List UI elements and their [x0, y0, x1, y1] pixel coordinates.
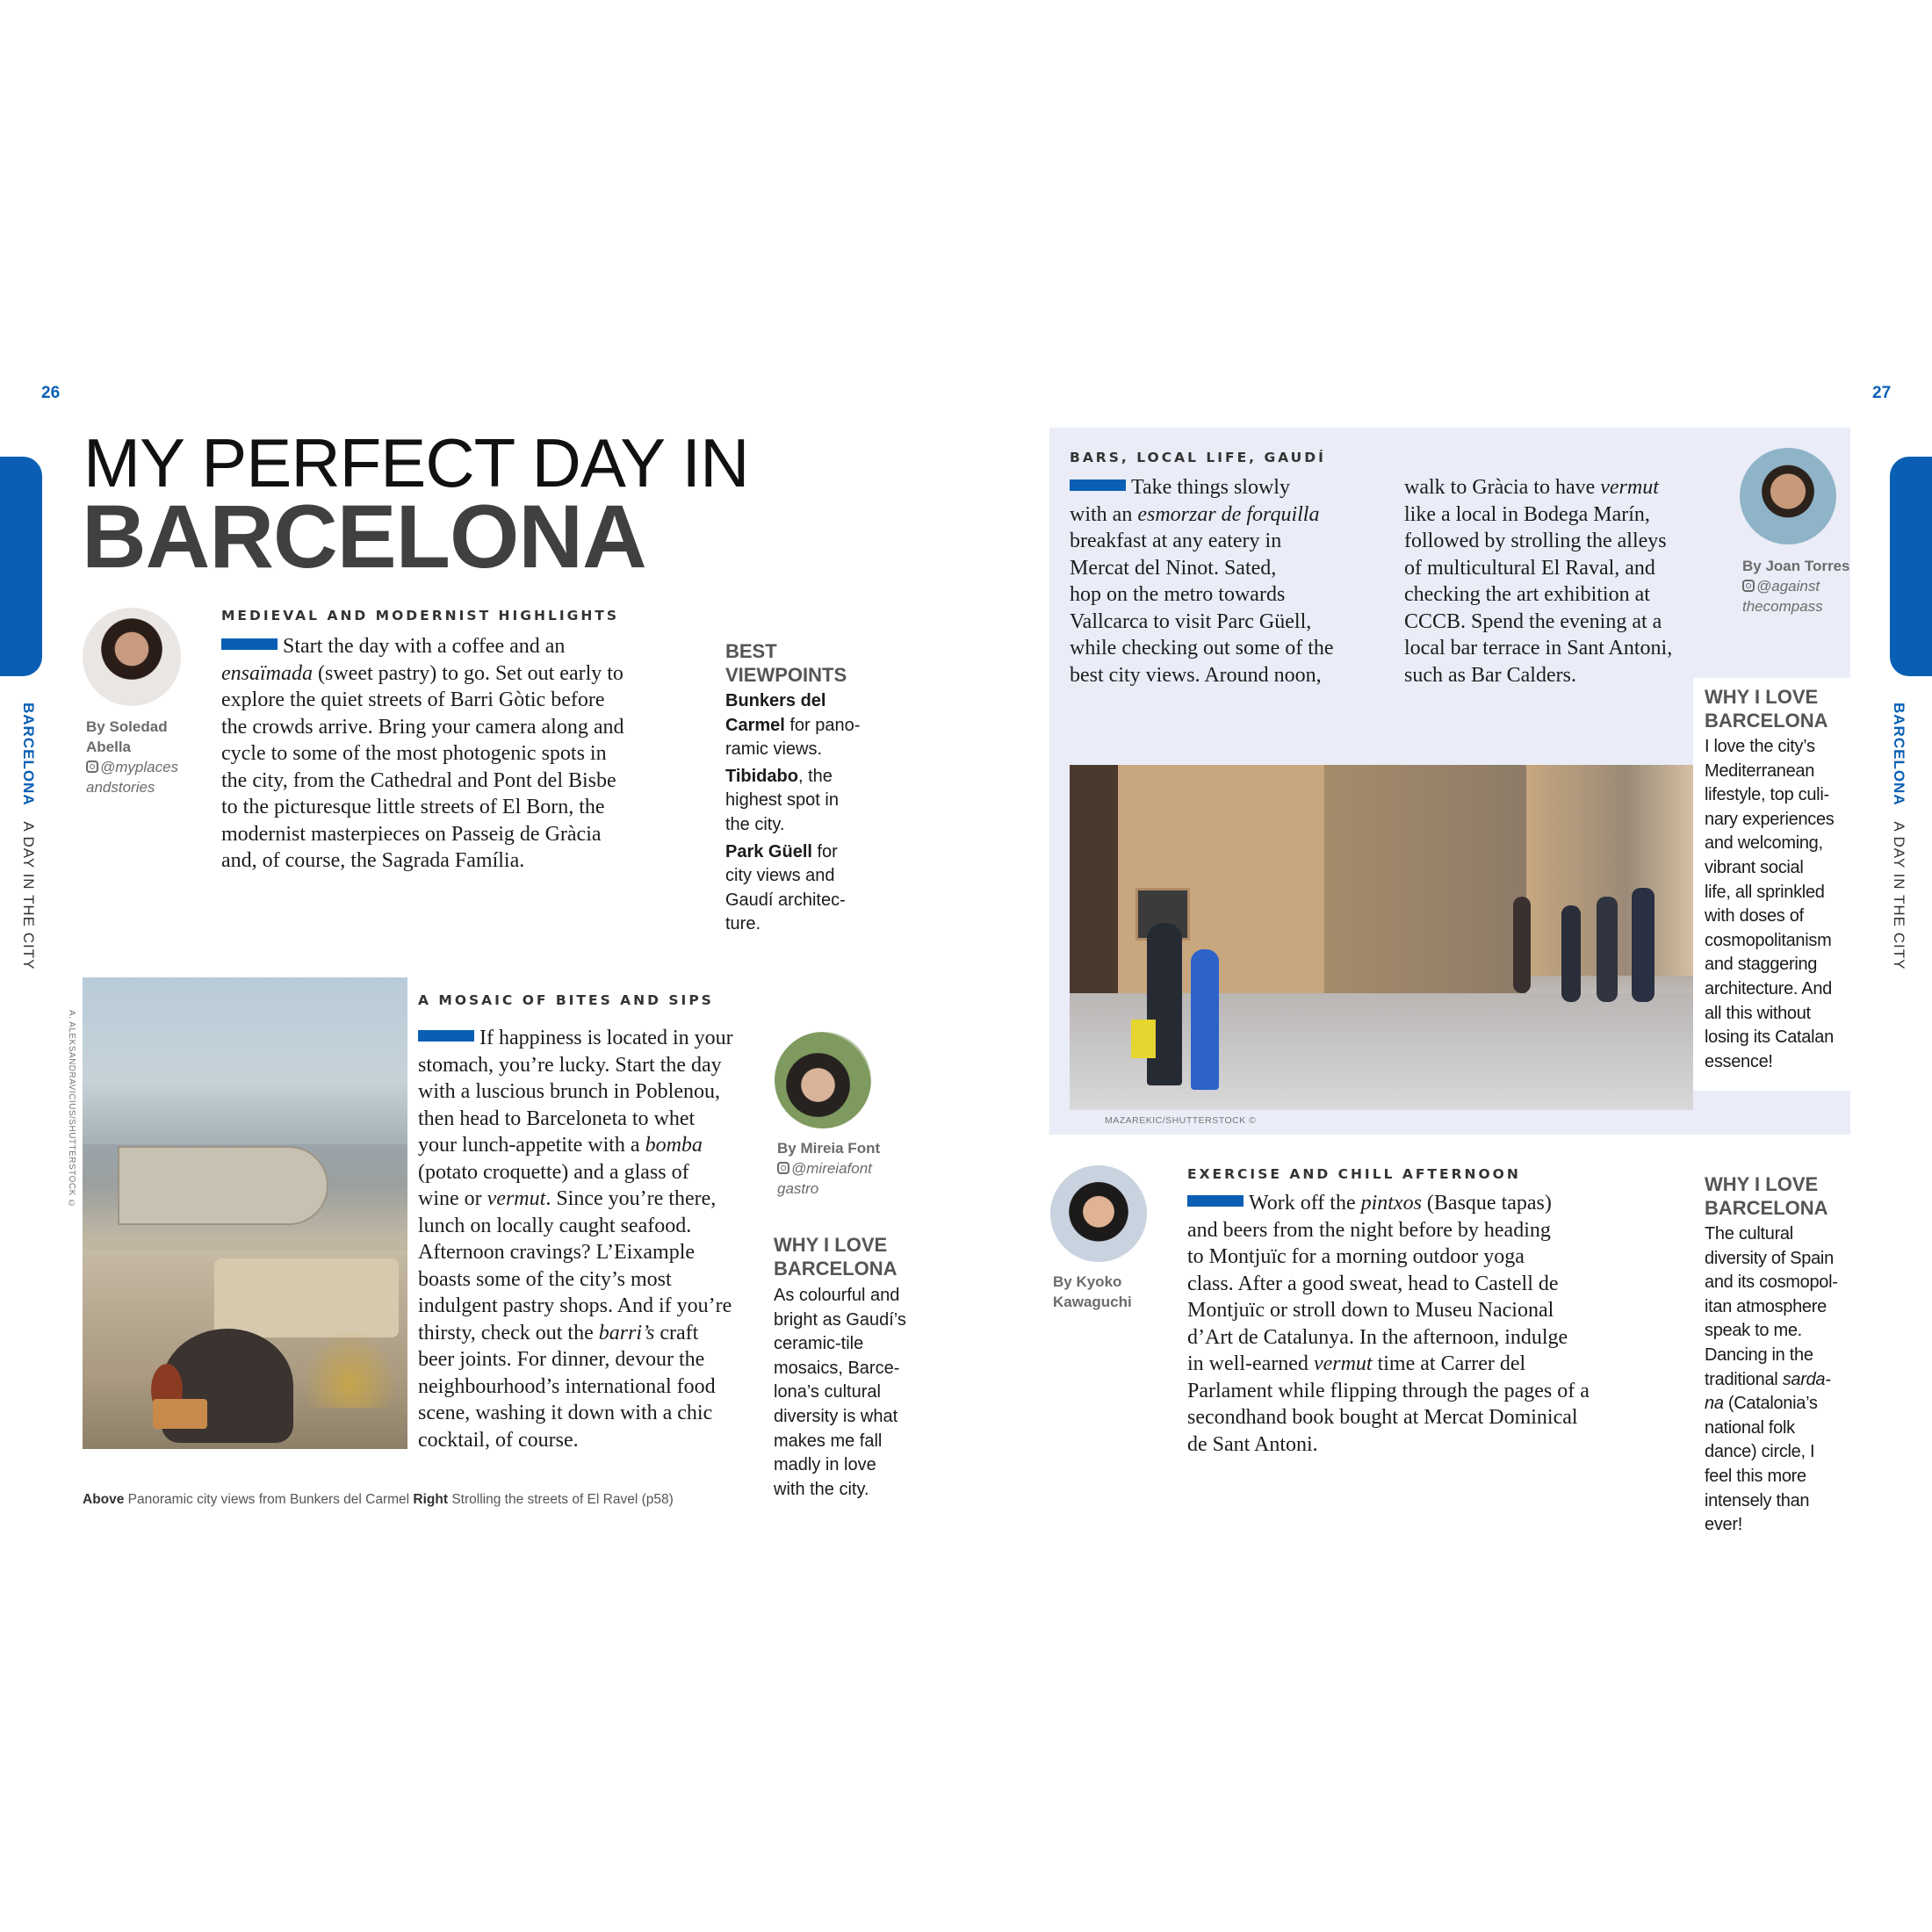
author-handle-line2[interactable]: thecompass: [1742, 598, 1823, 615]
author-handle-line1[interactable]: @myplaces: [100, 759, 179, 775]
viewpoint-item: Park Güell for city views and Gaudí architec- ture.: [725, 841, 846, 934]
page-title-line2: BARCELONA: [82, 487, 646, 587]
why-i-love-box-joan: WHY I LOVE BARCELONA I love the city’s Mediterranean lifestyle, top culi- nary experiences and welcoming, vibrant social life, all sprinkled with doses of cosmopolitanism and staggering architecture. And all this without losing its Catalan essence!: [1705, 685, 1849, 1074]
running-head-text: A DAY IN THE CITY: [20, 821, 37, 970]
blue-bar-marker: [221, 638, 278, 650]
instagram-icon: [777, 1162, 789, 1174]
blue-bar-marker: [418, 1030, 474, 1042]
instagram-icon: [86, 761, 98, 773]
viewpoint-item: Tibidabo, the highest spot in the city.: [725, 766, 839, 834]
author-name: By Mireia Font: [777, 1140, 881, 1157]
author-byline-soledad: [86, 717, 191, 797]
author-avatar-mireia: [775, 1032, 871, 1128]
running-head-bold: BARCELONA: [1891, 703, 1907, 806]
section-heading-bars: BARS, LOCAL LIFE, GAUDÍ: [1070, 450, 1326, 465]
author-handle-line1[interactable]: @against: [1756, 578, 1820, 595]
bunker-wall: [118, 1146, 328, 1225]
photo-credit-street: MAZAREKIC/SHUTTERSTOCK ©: [1105, 1115, 1257, 1126]
pedestrian-child: [1191, 949, 1219, 1090]
running-head-text: A DAY IN THE CITY: [1891, 821, 1907, 970]
author-name-line2: Kawaguchi: [1053, 1294, 1132, 1310]
viewpoint-item: Bunkers del Carmel for pano- ramic views.: [725, 691, 861, 760]
running-head-bold: BARCELONA: [20, 703, 37, 806]
photo-caption: Above Panoramic city views from Bunkers del Carmel Right Strolling the streets of El Ravel (p58): [83, 1492, 674, 1507]
section-heading-mosaic: A MOSAIC OF BITES AND SIPS: [418, 992, 714, 1008]
author-byline-mireia: [777, 1138, 918, 1199]
photo-el-raval-street: [1070, 765, 1693, 1110]
handbag: [153, 1399, 207, 1429]
section-body-mosaic: If happiness is located in your stomach, you’re lucky. Start the day with a luscious brunch in Poblenou, then head to Barceloneta to whet your lunch-appetite with a bomba (potato croquette) and a glass of wine or vermut. Since you’re there, lunch on locally caught seafood. Afternoon cravings? L’Eixample boasts some of the city’s most indulgent pastry shops. And if you’re thirsty, check out the barri’s craft beer joints. For dinner, devour the neighbourhood’s international food scene, washing it down with a chic cocktail, of course.: [418, 1027, 733, 1452]
why-text: As colourful and bright as Gaudí’s ceramic-tile mosaics, Barce- lona’s cultural diversity is what makes me fall madly in love with the city.: [774, 1286, 906, 1499]
why-text: The cultural diversity of Spain and its cosmopol- itan atmosphere speak to me. Dancing in the traditional sarda- na (Catalonia’s national folk dance) circle, I feel this more intensely than ever!: [1705, 1224, 1838, 1535]
section-body-highlights: Start the day with a coffee and an ensaïmada (sweet pastry) to go. Set out early to explore the quiet streets of Barri Gòtic before the crowds arrive. Bring your camera along and cycle to some of the most photogenic spots in the city, from the Cathedral and Pont del Bisbe to the picturesque little streets of El Born, the modernist masterpieces on Passeig de Gràcia and, of course, the Sagrada Família.: [221, 635, 624, 872]
author-avatar-joan: [1740, 448, 1836, 544]
author-avatar-soledad: [83, 608, 181, 706]
instagram-icon: [1742, 580, 1755, 592]
author-name: By Joan Torres: [1742, 558, 1850, 574]
pedestrian-woman: [1147, 923, 1182, 1085]
photo-credit-bunkers: A. ALEKSANDRAVICIUS/SHUTTERSTOCK ©: [67, 1010, 76, 1209]
chapter-tab-left: [0, 457, 42, 676]
section-body-bars-col1: Take things slowly with an esmorzar de forquilla breakfast at any eatery in Mercat del Ninot. Sated, hop on the metro towards Vallcarca to visit Parc Güell, while checking out some of the best city views. Around noon,: [1070, 476, 1334, 687]
why-heading: WHY I LOVE: [1705, 686, 1819, 708]
best-viewpoints-box: BEST VIEWPOINTS Bunkers del Carmel for pano- ramic views. Tibidabo, the highest spot in the city. Park Güell for city views and Gaudí architec- ture.: [725, 639, 879, 937]
author-handle-line1[interactable]: @mireiafont: [791, 1160, 872, 1177]
blue-bar-marker: [1070, 479, 1126, 491]
section-heading-highlights: MEDIEVAL AND MODERNIST HIGHLIGHTS: [221, 608, 620, 624]
author-byline-kyoko: [1053, 1272, 1158, 1312]
blue-bar-marker: [1187, 1195, 1244, 1207]
why-i-love-box-mireia: WHY I LOVE BARCELONA As colourful and bright as Gaudí’s ceramic-tile mosaics, Barce- lona’s cultural diversity is what makes me fall madly in love with the city.: [774, 1233, 923, 1502]
best-viewpoints-heading: BEST: [725, 640, 777, 662]
author-name-line1: By Kyoko: [1053, 1273, 1122, 1290]
author-byline-joan: [1742, 556, 1852, 616]
why-heading: WHY I LOVE: [1705, 1173, 1819, 1195]
section-heading-exercise: EXERCISE AND CHILL AFTERNOON: [1187, 1166, 1521, 1182]
author-name-line1: By Soledad: [86, 718, 168, 735]
section-body-exercise: Work off the pintxos (Basque tapas) and beers from the night before by heading to Montjuïc for a morning outdoor yoga class. After a good sweat, head to Castell de Montjuïc or stroll down to Museu Nacional d’Art de Catalunya. In the afternoon, indulge in well-earned vermut time at Carrer del Parlament while flipping through the pages of a secondhand book bought at Mercat Dominical de Sant Antoni.: [1187, 1192, 1590, 1456]
chapter-tab-right: [1890, 457, 1932, 676]
page-title-line1: MY PERFECT DAY IN: [83, 424, 749, 501]
why-text: I love the city’s Mediterranean lifestyle, top culi- nary experiences and welcoming, vibrant social life, all sprinkled with doses of cosmopolitanism and staggering architecture. And all this without losing its Catalan essence!: [1705, 737, 1835, 1071]
running-head-left: [19, 703, 37, 970]
author-name-line2: Abella: [86, 739, 132, 755]
page-number-right: 27: [1872, 384, 1892, 402]
why-i-love-box-kyoko: WHY I LOVE BARCELONA The cultural diversity of Spain and its cosmopol- itan atmosphere speak to me. Dancing in the traditional sarda- na (Catalonia’s national folk dance) circle, I feel this more intensely than ever!: [1705, 1172, 1854, 1538]
why-heading: WHY I LOVE: [774, 1234, 888, 1256]
page-number-left: 26: [41, 384, 61, 402]
photo-bunkers-del-carmel: [83, 977, 407, 1449]
author-handle-line2[interactable]: gastro: [777, 1180, 819, 1197]
section-body-bars-col2: walk to Gràcia to have vermut like a local in Bodega Marín, followed by strolling the alleys of multicultural El Raval, and checking the art exhibition at CCCB. Spend the evening at a local bar terrace in Sant Antoni, such as Bar Calders.: [1404, 476, 1673, 687]
author-handle-line2[interactable]: andstories: [86, 779, 155, 796]
running-head-right: [1890, 703, 1907, 970]
author-avatar-kyoko: [1050, 1165, 1147, 1262]
